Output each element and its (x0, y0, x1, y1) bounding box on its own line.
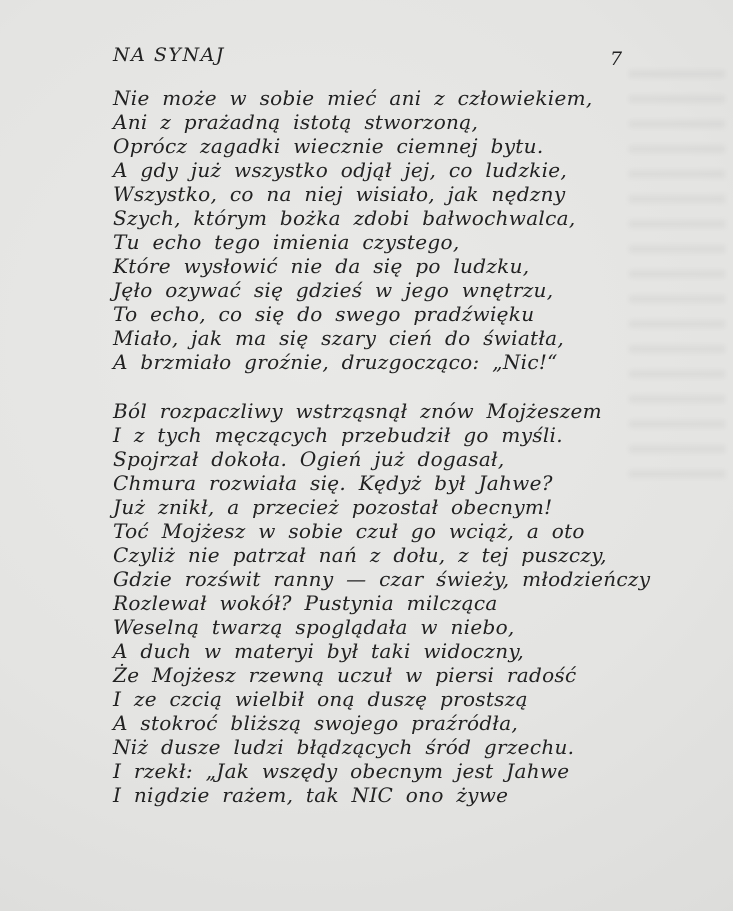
poem-line: To echo, co się do swego pradźwięku (113, 302, 535, 326)
page-number: 7 (610, 48, 623, 70)
poem-line: Szych, którym bożka zdobi bałwochwalca, (113, 206, 576, 230)
poem-line: Toć Mojżesz w sobie czuł go wciąż, a oto (113, 519, 585, 543)
poem-line: Niż dusze ludzi błądzących śród grzechu. (113, 735, 575, 759)
poem-stanza-2 (113, 399, 651, 807)
poem-line: I z tych męczących przebudził go myśli. (113, 423, 563, 447)
poem-line: A gdy już wszystko odjął jej, co ludzkie, (113, 158, 568, 182)
page-header (113, 44, 651, 68)
poem-line: I rzekł: „Jak wszędy obecnym jest Jahwe (113, 759, 570, 783)
poem-line: A stokroć bliższą swojego praźródła, (113, 711, 519, 735)
poem-line: Nie może w sobie mieć ani z człowiekiem, (113, 86, 593, 110)
poem-line: A brzmiało groźnie, druzgocząco: „Nic!“ (113, 350, 558, 374)
poem-line: Miało, jak ma się szary cień do światła, (113, 326, 565, 350)
poem-line: Chmura rozwiała się. Kędyż był Jahwe? (113, 471, 553, 495)
page-content (113, 44, 651, 807)
poem-line: Spojrzał dokoła. Ogień już dogasał, (113, 447, 505, 471)
poem-line: Ani z prażadną istotą stworzoną, (113, 110, 479, 134)
poem-line: Już znikł, a przecież pozostał obecnym! (113, 495, 553, 519)
poem-line: Oprócz zagadki wiecznie ciemnej bytu. (113, 134, 544, 158)
running-header: NA SYNAJ (113, 44, 225, 66)
poem-line: Które wysłowić nie da się po ludzku, (113, 254, 530, 278)
poem-line: Jęło ozywać się gdzieś w jego wnętrzu, (113, 278, 554, 302)
poem-line: Tu echo tego imienia czystego, (113, 230, 460, 254)
poem-line: Gdzie rozświt ranny — czar świeży, młodzieńczy (113, 567, 651, 591)
poem-stanza-1 (113, 86, 651, 374)
poem-line: I nigdzie rażem, tak NIC ono żywe (113, 783, 509, 807)
poem-line: Ból rozpaczliwy wstrząsnął znów Mojżeszem (113, 399, 602, 423)
poem-line: Że Mojżesz rzewną uczuł w piersi radość (113, 663, 577, 687)
poem-line: Wszystko, co na niej wisiało, jak nędzny (113, 182, 566, 206)
poem-line: Rozlewał wokół? Pustynia milcząca (113, 591, 498, 615)
poem-line: I ze czcią wielbił oną duszę prostszą (113, 687, 528, 711)
poem-line: Weselną twarzą spoglądała w niebo, (113, 615, 515, 639)
poem-line: A duch w materyi był taki widoczny, (113, 639, 525, 663)
poem-line: Czyliż nie patrzał nań z dołu, z tej puszczy, (113, 543, 607, 567)
